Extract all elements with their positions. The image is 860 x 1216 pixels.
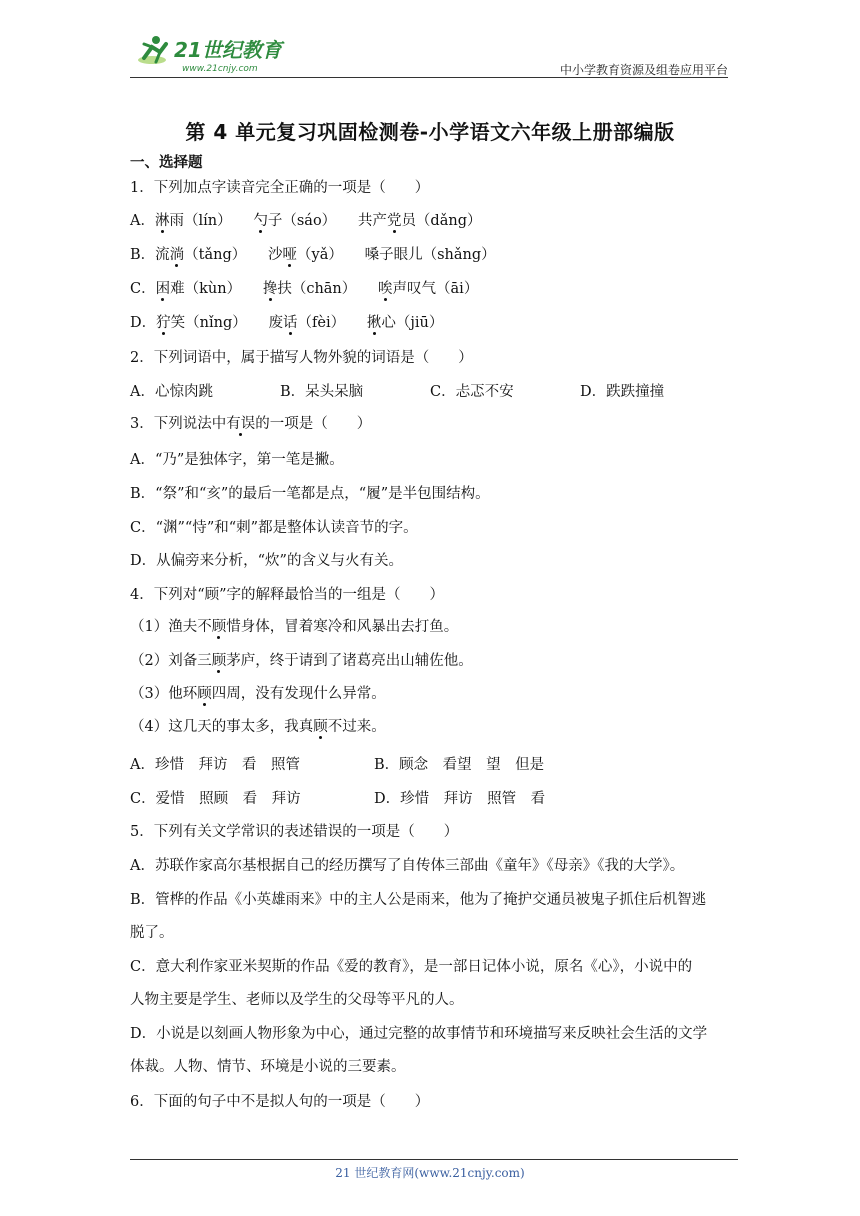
question-4-stem: 4．下列对“顾”字的解释最恰当的一组是（ ） (130, 587, 445, 603)
question-5-option-c-line-1: C．意大利作家亚米契斯的作品《爱的教育》，是一部日记体小说，原名《心》，小说中的 (130, 959, 693, 975)
question-1-option-a: A．淋雨（lín） 勺子（sáo） 共产党员（dǎng） (130, 213, 482, 229)
question-5-option-b-line-2: 脱了。 (130, 925, 174, 941)
section-heading: 一、选择题 (130, 155, 203, 171)
question-3-option-a: A．“乃”是独体字，第一笔是撇。 (130, 452, 344, 468)
page-title: 第 4 单元复习巩固检测卷-小学语文六年级上册部编版 (185, 120, 675, 144)
footer-text: 21 世纪教育网(www.21cnjy.com) (335, 1166, 525, 1180)
svg-text:21世纪教育: 21世纪教育 (174, 38, 282, 62)
footer-divider (130, 1159, 738, 1160)
question-5-option-a: A．苏联作家高尔基根据自己的经历撰写了自传体三部曲《童年》《母亲》《我的大学》。 (130, 858, 685, 874)
page-header (130, 30, 728, 76)
header-divider (130, 77, 728, 78)
question-4-option-c: C．爱惜 照顾 看 拜访 (130, 791, 301, 807)
question-4-sentence-1: （1）渔夫不顾惜身体，冒着寒冷和风暴出去打鱼。 (130, 619, 459, 635)
question-5-option-d-line-2: 体裁。人物、情节、环境是小说的三要素。 (130, 1059, 406, 1075)
question-3-option-c: C．“渊”“恃”和“刺”都是整体认读音节的字。 (130, 520, 418, 536)
question-4-sentence-4: （4）这几天的事太多，我真顾不过来。 (130, 719, 386, 735)
question-4-option-b: B．顾念 看望 望 但是 (374, 757, 545, 773)
question-4-option-d: D．珍惜 拜访 照管 看 (374, 791, 546, 807)
question-2-stem: 2．下列词语中，属于描写人物外貌的词语是（ ） (130, 350, 473, 366)
question-1-option-d: D．狞笑（nǐng） 废话（fèi） 揪心（jiū） (130, 315, 444, 331)
question-6-stem: 6．下面的句子中不是拟人句的一项是（ ） (130, 1094, 430, 1110)
question-5-stem: 5．下列有关文学常识的表述错误的一项是（ ） (130, 824, 459, 840)
question-4-options-ab (130, 755, 544, 775)
question-4-sentence-3: （3）他环顾四周，没有发现什么异常。 (130, 686, 386, 702)
question-4-sentence-2: （2）刘备三顾茅庐，终于请到了诸葛亮出山辅佐他。 (130, 653, 473, 669)
question-1-option-c: C．困难（kùn） 搀扶（chān） 唉声叹气（āi） (130, 281, 479, 297)
question-1-option-b: B．流淌（tǎng） 沙哑（yǎ） 嗓子眼儿（shǎng） (130, 247, 496, 263)
question-3-option-b: B．“祭”和“亥”的最后一笔都是点，“履”是半包围结构。 (130, 486, 490, 502)
question-3-stem: 3．下列说法中有误的一项是（ ） (130, 416, 372, 432)
question-2-options (130, 382, 664, 402)
logo (130, 30, 300, 76)
question-5-option-c-line-2: 人物主要是学生、老师以及学生的父母等平凡的人。 (130, 992, 464, 1008)
question-2-option-c: C．忐忑不安 (430, 384, 514, 400)
question-2-option-b: B．呆头呆脑 (280, 384, 364, 400)
question-1-stem: 1．下列加点字读音完全正确的一项是（ ） (130, 180, 430, 196)
question-2-option-a: A．心惊肉跳 (130, 384, 213, 400)
question-2-option-d: D．跌跌撞撞 (580, 384, 665, 400)
svg-text:www.21cnjy.com: www.21cnjy.com (182, 64, 258, 74)
question-4-option-a: A．珍惜 拜访 看 照管 (130, 757, 300, 773)
question-5-option-b-line-1: B．管桦的作品《小英雄雨来》中的主人公是雨来，他为了掩护交通员被鬼子抓住后机智逃 (130, 892, 707, 908)
question-3-option-d: D．从偏旁来分析，“炊”的含义与火有关。 (130, 553, 403, 569)
question-5-option-d-line-1: D．小说是以刻画人物形象为中心，通过完整的故事情节和环境描写来反映社会生活的文学 (130, 1026, 708, 1042)
header-platform-text: 中小学教育资源及组卷应用平台 (559, 63, 728, 77)
question-4-options-cd (130, 789, 545, 809)
